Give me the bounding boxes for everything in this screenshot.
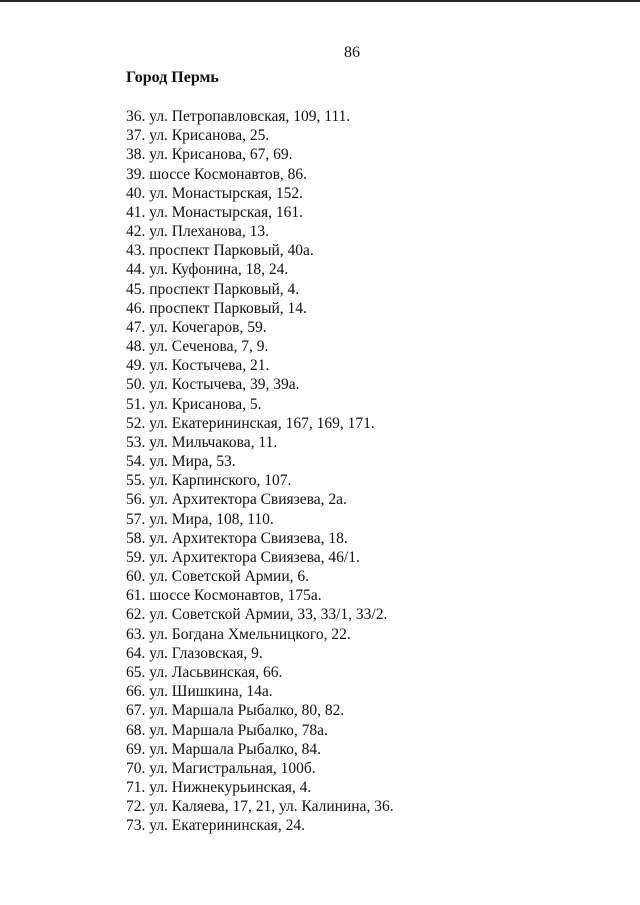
address-list-item: 43. проспект Парковый, 40а. xyxy=(126,242,314,260)
address-list-item: 49. ул. Костычева, 21. xyxy=(126,357,270,375)
scan-top-edge xyxy=(0,0,640,2)
address-list-item: 69. ул. Маршала Рыбалко, 84. xyxy=(126,740,321,758)
address-list-item: 46. проспект Парковый, 14. xyxy=(126,299,307,317)
address-list-item: 66. ул. Шишкина, 14а. xyxy=(126,683,273,701)
address-list-item: 61. шоссе Космонавтов, 175а. xyxy=(126,587,322,605)
address-list-item: 39. шоссе Космонавтов, 86. xyxy=(126,165,308,183)
address-list-item: 48. ул. Сеченова, 7, 9. xyxy=(126,338,269,356)
address-list-item: 55. ул. Карпинского, 107. xyxy=(126,472,292,490)
address-list-item: 41. ул. Монастырская, 161. xyxy=(126,203,304,221)
address-list-item: 73. ул. Екатерининская, 24. xyxy=(126,817,305,835)
address-list-item: 71. ул. Нижнекурьинская, 4. xyxy=(126,779,312,797)
address-list-item: 58. ул. Архитектора Свиязева, 18. xyxy=(126,529,348,547)
address-list-item: 50. ул. Костычева, 39, 39а. xyxy=(126,376,300,394)
address-list-item: 63. ул. Богдана Хмельницкого, 22. xyxy=(126,625,351,643)
address-list-item: 62. ул. Советской Армии, 33, 33/1, 33/2. xyxy=(126,606,388,624)
section-heading: Город Пермь xyxy=(126,69,219,86)
address-list-item: 51. ул. Крисанова, 5. xyxy=(126,395,262,413)
address-list-item: 45. проспект Парковый, 4. xyxy=(126,280,300,298)
address-list-item: 57. ул. Мира, 108, 110. xyxy=(126,510,274,528)
address-list-item: 40. ул. Монастырская, 152. xyxy=(126,184,304,202)
address-list-item: 47. ул. Кочегаров, 59. xyxy=(126,318,267,336)
address-list-item: 54. ул. Мира, 53. xyxy=(126,453,236,471)
address-list-item: 53. ул. Мильчакова, 11. xyxy=(126,433,278,451)
address-list-item: 37. ул. Крисанова, 25. xyxy=(126,127,270,145)
address-list-item: 59. ул. Архитектора Свиязева, 46/1. xyxy=(126,548,360,566)
address-list-item: 36. ул. Петропавловская, 109, 111. xyxy=(126,108,351,125)
address-list-item: 56. ул. Архитектора Свиязева, 2а. xyxy=(126,491,347,509)
address-list-item: 67. ул. Маршала Рыбалко, 80, 82. xyxy=(126,702,345,720)
address-list-item: 44. ул. Куфонина, 18, 24. xyxy=(126,261,289,279)
address-list-item: 68. ул. Маршала Рыбалко, 78а. xyxy=(126,721,328,739)
address-list-item: 60. ул. Советской Армии, 6. xyxy=(126,568,309,586)
address-list-item: 52. ул. Екатерининская, 167, 169, 171. xyxy=(126,414,375,432)
address-list-item: 64. ул. Глазовская, 9. xyxy=(126,644,263,662)
address-list-item: 72. ул. Каляева, 17, 21, ул. Калинина, 36. xyxy=(126,798,394,816)
page-number: 86 xyxy=(344,44,360,61)
address-list-item: 65. ул. Ласьвинская, 66. xyxy=(126,663,283,681)
address-list xyxy=(126,107,394,836)
address-list-item: 42. ул. Плеханова, 13. xyxy=(126,223,269,241)
address-list-item: 70. ул. Магистральная, 100б. xyxy=(126,759,316,777)
address-list-item: 38. ул. Крисанова, 67, 69. xyxy=(126,146,293,164)
